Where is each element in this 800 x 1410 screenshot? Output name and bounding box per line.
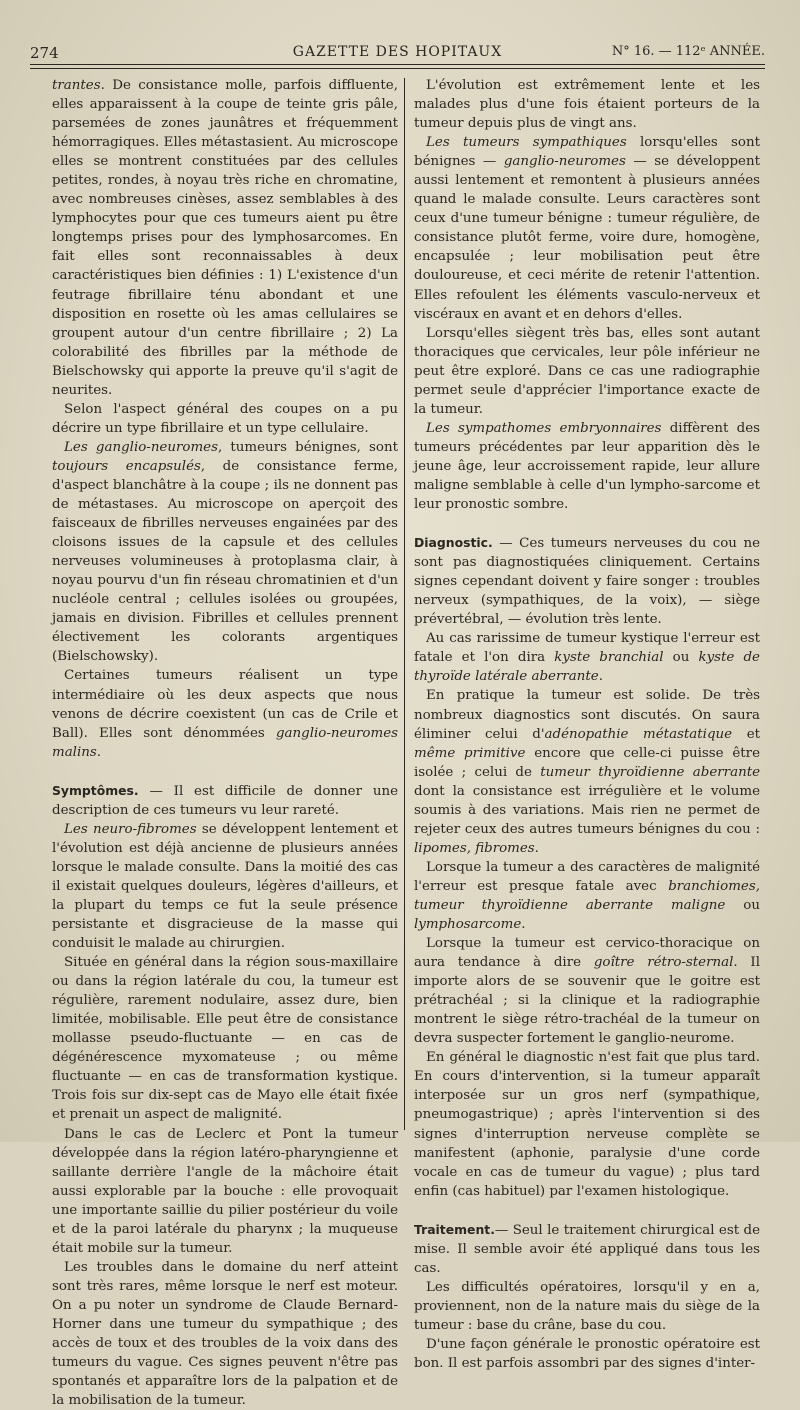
- paragraph-text: En pratique la tumeur est solide. De très nombreux diagnostics sont discutés. On saura éliminer celui d': [414, 688, 760, 742]
- paragraph-text: Au cas rarissime de tumeur kystique l'erreur est fatale et l'on dira: [414, 631, 760, 666]
- paragraph-text: — Il est difficile de donner une description de ces tumeurs vu leur rareté.: [52, 783, 398, 818]
- section-diagnostic: [414, 533, 760, 629]
- header-rule-top: [30, 64, 765, 65]
- paragraph: Située en général dans la région sous-maxillaire ou dans la région latérale du cou, la tumeur est régulière, rarement nodulaire, assez dure, bien limitée, mobilisable. Elle peut être de consistance mollasse pseudo-fluctuante — en cas de dégénérescence myxomateuse ; ou même fluctuante — en cas de transformation kystique. Trois fois sur dix-sept cas de Mayo elle était fixée et prenait un aspect de malignité.: [52, 955, 398, 1123]
- paragraph-text: encore que celle-ci puisse être isolée ; celui de: [414, 745, 760, 780]
- italic-term: kyste de thyroïde latérale aberrante: [414, 650, 760, 685]
- italic-term: toujours encapsulés: [52, 458, 201, 474]
- paragraph: Dans le cas de Leclerc et Pont la tumeur développée dans la région latéro-pharyngienne et saillante derrière l'angle de la mâchoire était aussi explorable par la bouche : elle provoquait une importante saillie du pilier postérieur du voile et de la paroi latérale du pharynx ; la muqueuse était mobile sur la tumeur.: [52, 1126, 398, 1256]
- paragraph-text: . Il importe alors de se souvenir que le goitre est prétrachéal ; si la clinique et la radiographie montrent le siège rétro-trachéal de la tumeur on devra suspecter fortement le ganglio-neurome.: [414, 955, 760, 1047]
- italic-term: ganglio-neuromes: [503, 154, 626, 170]
- paragraph: [52, 76, 398, 400]
- paragraph-text: — se développent aussi lentement et remontent à plusieurs années quand le malade consulte. Leurs caractères sont ceux d'une tumeur bénigne : tumeur régulière, de consistance plutôt ferme, voire dure, homogène, encapsulée ; leur mobilisation peut être douloureuse, et ceci mérite de retenir l'attention. Elles refoulent les éléments vasculo-nerveux et viscéraux en avant et en dehors d'elles.: [414, 154, 760, 322]
- italic-term: lipomes, fibromes: [414, 840, 535, 856]
- paragraph: [414, 629, 760, 686]
- paragraph: Lorsqu'elles siègent très bas, elles sont autant thoraciques que cervicales, leur pôle inférieur ne peut être exploré. Dans ce cas une radiographie permet seule d'apprécier l'importance exacte de la tumeur.: [414, 325, 760, 417]
- italic-term: Les neuro-fibromes: [64, 821, 197, 837]
- paragraph: [52, 666, 398, 761]
- paragraph: D'une façon générale le pronostic opératoire est bon. Il est parfois assombri par des signes d'inter-: [414, 1337, 760, 1372]
- italic-term: lymphosarcome: [414, 917, 522, 933]
- paragraph-text: — Seul le traitement chirurgical est de mise. Il semble avoir été appliqué dans tous les cas.: [414, 1222, 760, 1276]
- paragraph-text: . De consistance molle, parfois diffluente, elles apparaissent à la coupe de teinte gris pâle, parsemées de zones jaunâtres et fréquemment hémorragiques. Elles métastasient. Au microscope elles se montrent constituées par des cellules petites, rondes, à noyau très riche en chromatine, avec nombreuses cinèses, assez semblables à des lymphocytes pour que ces tumeurs aient pu être longtemps prises pour des lymphosarcomes. En fait elles sont reconnaissables à deux caractéristiques bien définies : 1) L'existence d'un feutrage fibrillaire ténu abondant et une disposition en rosette où les amas cellulaires se groupent autour d'un centre fibrillaire ; 2) La colorabilité des fibrilles par la méthode de Bielschowsky qui apporte la preuve qu'il s'agit de neurites.: [52, 78, 398, 398]
- paragraph: Les difficultés opératoires, lorsqu'il y en a, proviennent, non de la nature mais du siège de la tumeur : base du crâne, base du cou.: [414, 1279, 760, 1333]
- paragraph-text: diffèrent des tumeurs précédentes par leur apparition dès le jeune âge, leur accroissement rapide, leur allure maligne semblable à celle d'un lympho-sarcome et leur pronostic sombre.: [414, 420, 760, 513]
- italic-term: kyste branchial: [554, 650, 664, 666]
- italic-term: ganglio-neuromes malins: [52, 725, 398, 760]
- journal-title: GAZETTE DES HOPITAUX: [292, 44, 503, 60]
- paragraph: [414, 133, 760, 323]
- column-divider: [404, 78, 405, 1130]
- paragraph-text: , tumeurs bénignes, sont: [217, 439, 398, 455]
- paragraph-text: Lorsque la tumeur est cervico-thoracique on aura tendance à dire: [414, 936, 760, 971]
- italic-term: branchiomes, tumeur thyroïdienne aberrante maligne: [414, 878, 760, 913]
- italic-term: même primitive: [414, 745, 526, 761]
- section-traitement: [414, 1220, 760, 1278]
- paragraph-text: , de consistance ferme, d'aspect blanchâtre à la coupe ; ils ne donnent pas de métastases. Au microscope on aperçoit des faisceaux de fibrilles nerveuses engainées par des cloisons issues de la capsule et des cellules nerveuses volumineuses à protoplasma clair, à noyau pourvu d'un fin réseau chromatinien et d'un nucléole central ; cellules isolées ou groupées, jamais en division. Fibrilles et cellules prennent électivement les colorants argentiques (Bielschowsky).: [52, 458, 398, 665]
- paragraph: [414, 419, 760, 514]
- paragraph-text: .: [96, 744, 102, 760]
- paragraph-text: .: [534, 840, 539, 856]
- paragraph: Les troubles dans le domaine du nerf atteint sont très rares, même lorsque le nerf est moteur. On a pu noter un syndrome de Claude Bernard-Horner dans une tumeur du sympathique ; des accès de toux et des troubles de la voix dans des tumeurs du vague. Ces signes peuvent n'être pas spontanés et apparaître lors de la palpation et de la mobilisation de la tumeur.: [52, 1259, 398, 1409]
- left-column: [52, 76, 398, 1410]
- paragraph-text: Certaines tumeurs réalisent un type intermédiaire où les deux aspects que nous venons de décrire coexistent (un cas de Crile et Ball). Elles sont dénommées: [52, 668, 398, 741]
- paragraph-text: lorsqu'elles sont bénignes —: [414, 135, 760, 170]
- header-rule-bottom: [30, 68, 765, 69]
- italic-term: tumeur thyroïdienne aberrante: [540, 764, 760, 780]
- paragraph: En général le diagnostic n'est fait que plus tard. En cours d'intervention, si la tumeur apparaît interposée sur un gros nerf (sympathique, pneumogastrique) ; après l'intervention si des signes d'interruption nerveuse complète se manifestent (aphonie, paralysie d'une corde vocale en cas de tumeur du vague) ; plus tard enfin (cas habituel) par l'examen histologique.: [414, 1050, 760, 1199]
- paragraph-text: et: [732, 726, 760, 742]
- section-symptomes: [52, 781, 398, 820]
- paragraph-text: dont la consistance est irrégulière et le volume soumis à des variations. Mais rien ne permet de rejeter ceux des autres tumeurs bénignes du cou :: [414, 783, 760, 837]
- section-heading: Traitement.: [414, 1221, 495, 1237]
- page-header: [30, 40, 765, 64]
- paragraph: L'évolution est extrêmement lente et les malades plus d'une fois étaient porteurs de la tumeur depuis plus de vingt ans.: [414, 78, 760, 132]
- paragraph-text: se développent lentement et l'évolution est déjà ancienne de plusieurs années lorsque le malade consulte. Dans la moitié des cas il existait quelques douleurs, légères d'ailleurs, et la plupart du temps ce fut la seule présence persistante et disgracieuse de la masse qui conduisit le malade au chirurgien.: [52, 821, 398, 952]
- right-column: [414, 76, 760, 1373]
- italic-term: adénopathie métastatique: [544, 726, 733, 742]
- paragraph-text: — Ces tumeurs nerveuses du cou ne sont pas diagnostiquées cliniquement. Certains signes cependant doivent y faire songer : troubles nerveux (sympathiques, de la voix), — siège prévertébral, — évolution très lente.: [414, 536, 760, 628]
- paragraph: [414, 934, 760, 1048]
- section-heading: Symptômes.: [52, 782, 139, 798]
- italic-term: trantes: [52, 78, 101, 93]
- paragraph: [52, 820, 398, 953]
- paragraph-text: .: [598, 669, 603, 685]
- paragraph: Selon l'aspect général des coupes on a pu décrire un type fibrillaire et un type cellulaire.: [52, 401, 398, 436]
- italic-term: Les tumeurs sympathiques: [426, 135, 627, 151]
- paragraph-text: .: [521, 917, 526, 933]
- italic-term: Les ganglio-neuromes: [64, 439, 218, 455]
- paragraph-text: Lorsque la tumeur a des caractères de malignité l'erreur est presque fatale avec: [414, 859, 760, 894]
- section-heading: Diagnostic.: [414, 535, 493, 551]
- paragraph: [414, 858, 760, 934]
- paragraph-text: ou: [663, 650, 699, 666]
- italic-term: goître rétro-sternal: [593, 955, 734, 971]
- paragraph: [414, 686, 760, 857]
- italic-term: Les sympathomes embryonnaires: [426, 420, 662, 436]
- issue-number: N° 16. — 112ᵉ ANNÉE.: [611, 44, 765, 59]
- paragraph-text: ou: [725, 897, 760, 913]
- paragraph: [52, 438, 398, 667]
- page-number: 274: [30, 44, 59, 62]
